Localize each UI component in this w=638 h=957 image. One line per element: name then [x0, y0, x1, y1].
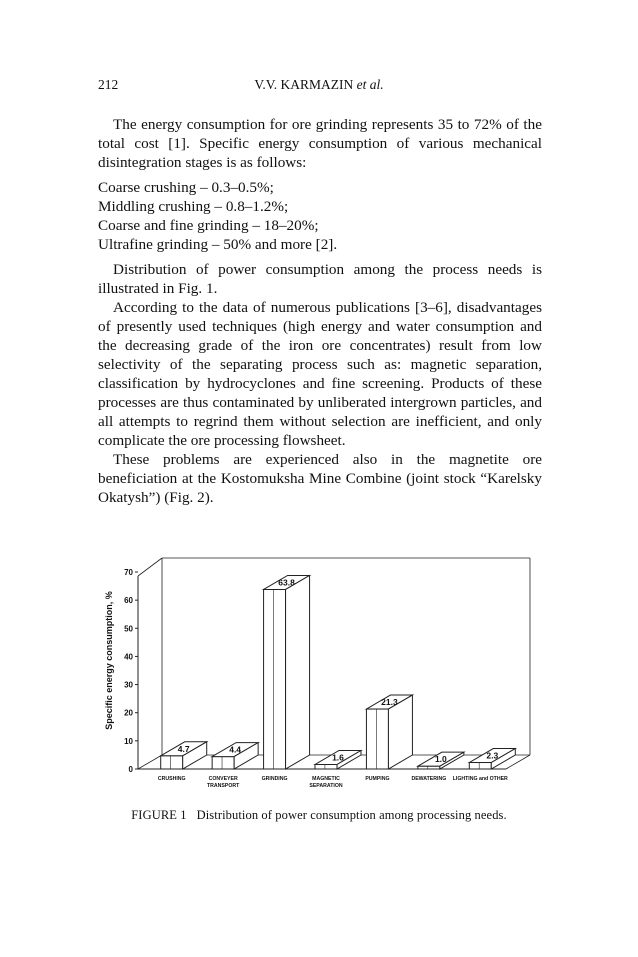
bar-value-label: 21.3 — [381, 697, 398, 708]
figure-label: FIGURE 1 — [131, 808, 187, 822]
bars — [158, 575, 515, 789]
x-tick-label-line: LIGHTING and OTHER — [452, 776, 508, 782]
x-tick-label-line: SEPARATION — [309, 783, 343, 789]
y-axis-title: Specific energy consumption, % — [104, 591, 114, 730]
paragraph-disadvantages: According to the data of numerous publications [3–6], disadvantages of presently used techniques (high energy and water consumption and the decreasing grade of the iron ore concentrates) result from low selectivity of the separating process such as: magnetic separation, classification by hydrocyclones and fine screening. Products of these processes are thus contaminated by unliberated intergrown particles, and all attempts to regrind them without selection are inefficient, and only complicate the ore processing flowsheet. — [98, 299, 542, 449]
x-tick-label — [158, 776, 186, 782]
y-tick-label: 60 — [124, 596, 133, 606]
x-tick-label-line: TRANSPORT — [207, 783, 240, 789]
bar-side — [286, 575, 310, 769]
y-tick-label: 30 — [124, 680, 133, 690]
power-consumption-bar-chart — [98, 548, 538, 798]
running-title-authors: V.V. KARMAZIN — [254, 77, 354, 92]
page-number: 212 — [98, 77, 119, 92]
bar-front — [366, 709, 388, 769]
back-wall-left-edge — [138, 558, 162, 769]
x-tick-label-line: GRINDING — [261, 776, 288, 782]
figure-caption-text: Distribution of power consumption among processing needs. — [196, 808, 507, 822]
y-tick-label: 70 — [124, 568, 133, 577]
y-tick-label: 50 — [124, 624, 133, 634]
bar-front — [161, 756, 183, 769]
bar-value-label: 63.8 — [278, 577, 295, 588]
y-tick-label: 0 — [128, 765, 133, 774]
bar-value-label: 4.7 — [177, 743, 190, 754]
y-tick-label: 10 — [124, 736, 133, 746]
list-item: Coarse crushing – 0.3–0.5%; — [98, 179, 274, 196]
bar-value-label: 1.0 — [434, 754, 447, 765]
list-item: Middling crushing – 0.8–1.2%; — [98, 198, 289, 215]
bar — [158, 742, 207, 782]
paragraph-kostomuksha: These problems are experienced also in the magnetite ore beneficiation at the Kostomuksha Mine Combine (joint stock “Karelsky Okatysh”) (Fig. 2). — [98, 451, 542, 506]
x-tick-label — [207, 776, 240, 789]
paragraph-fig1-reference: Distribution of power consumption among the process needs is illustrated in Fig. 1. — [98, 261, 542, 297]
running-header — [0, 77, 638, 97]
bar — [262, 575, 310, 782]
x-tick-label — [453, 776, 508, 782]
body-text — [98, 115, 542, 507]
y-axis-top-slant — [138, 558, 162, 576]
x-tick-label — [365, 776, 389, 782]
chart-axes — [138, 558, 530, 769]
y-tick-label: 40 — [124, 652, 133, 662]
figure-caption — [0, 808, 638, 823]
bar-front — [315, 764, 337, 769]
x-tick-label-line: PUMPING — [365, 776, 390, 782]
bar-front — [264, 589, 286, 769]
bar-front — [469, 763, 491, 769]
x-tick-label-line: MAGNETIC — [312, 776, 340, 782]
x-tick-label — [411, 776, 446, 782]
x-tick-label — [309, 776, 342, 789]
y-tick-label: 20 — [124, 708, 133, 718]
bar — [309, 750, 361, 789]
bar-value-label: 2.3 — [486, 750, 499, 761]
paragraph-energy-cost: The energy consumption for ore grinding represents 35 to 72% of the total cost [1]. Specific energy consumption of various mechanical disintegration stages is as follows: — [98, 116, 542, 171]
x-tick-label-line: CONVEYER — [208, 776, 238, 782]
bar-front — [212, 757, 234, 769]
bar-value-label: 1.6 — [332, 752, 344, 763]
list-item: Ultrafine grinding – 50% and more [2]. — [98, 236, 338, 253]
disintegration-stages-list — [98, 178, 542, 254]
running-title-etal: et al. — [356, 77, 384, 92]
running-title — [0, 77, 638, 93]
bar — [207, 743, 258, 789]
x-tick-label — [262, 776, 288, 782]
list-item: Coarse and fine grinding – 18–20%; — [98, 217, 319, 234]
bar-value-label: 4.4 — [229, 744, 242, 755]
x-tick-label-line: CRUSHING — [157, 776, 186, 782]
y-axis-ticks — [124, 568, 138, 774]
x-tick-label-line: DEWATERING — [411, 776, 447, 782]
